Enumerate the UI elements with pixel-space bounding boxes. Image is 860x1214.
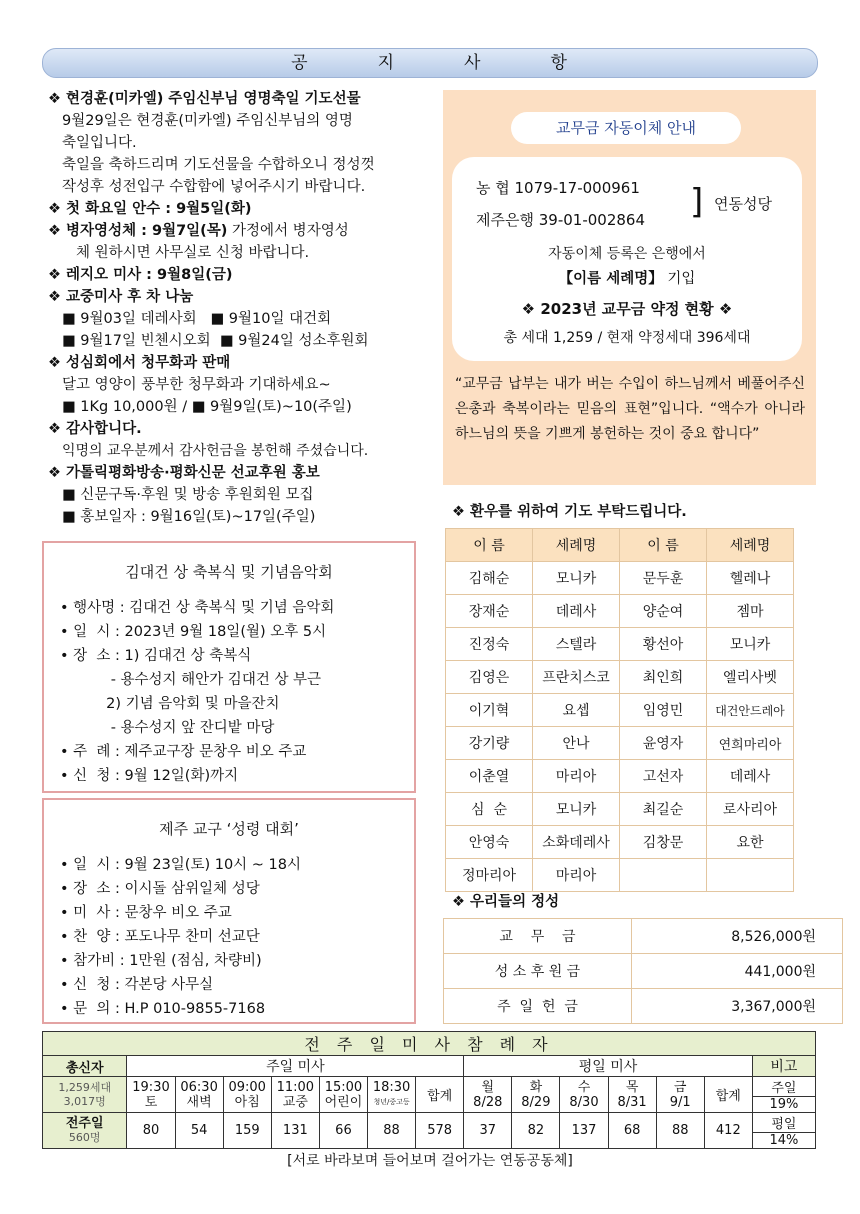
table-cell: 진정숙 — [446, 628, 533, 661]
table-cell: 엘리사벳 — [707, 661, 794, 694]
table-cell: 주 일 헌 금 — [444, 989, 632, 1024]
table-row — [446, 628, 794, 661]
mass-attendance-table — [42, 1031, 816, 1149]
notice-heading: ❖ 교중미사 후 차 나눔 — [48, 289, 194, 305]
table-cell: 로사리아 — [707, 793, 794, 826]
holy-spirit-rally-box: 제주 교구 ‘성령 대회’ • 일 시 : 9월 23일(토) 10시 ~ 18시 • 장 소 : 이시돌 삼위일체 성당 • 미 사 : 문창우 비오 주교 • 찬 양 : 포도나무 찬미 선교단 • 참가비 : 1만원 (점심, 차량비) • 신 청 : 각본당 사무실 • 문 의 : H.P 010-9855-7168 — [42, 798, 416, 1024]
table-cell: 김해순 — [446, 562, 533, 595]
table-cell: 주일 — [752, 1077, 815, 1097]
table-cell: 평일 미사 — [464, 1056, 753, 1077]
table-row — [446, 529, 794, 562]
table-row — [446, 694, 794, 727]
table-row — [446, 661, 794, 694]
table-cell: 전주일 560명 — [43, 1113, 127, 1149]
table-cell: 목 8/31 — [608, 1077, 656, 1113]
table-cell: 88 — [656, 1113, 704, 1149]
table-cell: 441,000원 — [632, 954, 843, 989]
table-cell: 모니카 — [533, 562, 620, 595]
table-cell: 대건안드레아 — [707, 694, 794, 727]
footer-motto: [서로 바라보며 들어보며 걸어가는 연동공동체] — [287, 1153, 573, 1169]
table-cell: 교 무 금 — [444, 919, 632, 954]
table-cell: 19:30 토 — [127, 1077, 175, 1113]
notice-heading: ❖ 현경훈(미카엘) 주임신부님 영명축일 기도선물 — [48, 91, 361, 107]
table-cell: 06:30 새벽 — [175, 1077, 223, 1113]
table-cell: 화 8/29 — [512, 1077, 560, 1113]
table-cell: 세례명 — [707, 529, 794, 562]
notice-heading: ❖ 감사합니다. — [48, 421, 142, 437]
table-cell: 80 — [127, 1113, 175, 1149]
prayer-title: ❖ 환우를 위하여 기도 부탁드립니다. — [452, 504, 687, 520]
table-cell: 412 — [704, 1113, 752, 1149]
table-cell: 3,367,000원 — [632, 989, 843, 1024]
table-cell: 15:00 어린이 — [319, 1077, 367, 1113]
table-cell: 14% — [752, 1133, 815, 1149]
table-cell: 고선자 — [620, 760, 707, 793]
table-cell: 젬마 — [707, 595, 794, 628]
table-cell: 임영민 — [620, 694, 707, 727]
table-cell — [620, 859, 707, 892]
table-row — [444, 989, 843, 1024]
table-cell: 장재순 — [446, 595, 533, 628]
table-cell: 159 — [223, 1113, 271, 1149]
table-cell: 131 — [271, 1113, 319, 1149]
table-cell: 평일 — [752, 1113, 815, 1133]
notice-heading: ❖ 가톨릭평화방송·평화신문 선교후원 홍보 — [48, 465, 320, 481]
table-cell: 연희마리아 — [707, 727, 794, 760]
table-cell: 82 — [512, 1113, 560, 1149]
table-cell: 마리아 — [533, 859, 620, 892]
table-cell: 합계 — [416, 1077, 464, 1113]
table-cell: 최길순 — [620, 793, 707, 826]
table-cell: 성 소 후 원 금 — [444, 954, 632, 989]
table-cell: 이 름 — [446, 529, 533, 562]
table-cell: 66 — [319, 1113, 367, 1149]
table-cell: 이 름 — [620, 529, 707, 562]
table-row — [446, 859, 794, 892]
table-row — [444, 954, 843, 989]
notice-heading: ❖ 병자영성체 : 9월7일(목) — [48, 223, 228, 239]
statue-blessing-box: 김대건 상 축복식 및 기념음악회 • 행사명 : 김대건 상 축복식 및 기념 음악회 • 일 시 : 2023년 9월 18일(월) 오후 5시 • 장 소 : 1) 김대건 상 축복식 - 용수성지 해안가 김대건 상 부근 2) 기념 음악회 및 마을잔치 - 용수성지 앞 잔디밭 마당 • 주 례 : 제주교구장 문창우 비오 주교 • 신 청 : 9월 12일(화)까지 — [42, 541, 416, 793]
table-cell: 마리아 — [533, 760, 620, 793]
notice-heading: ❖ 첫 화요일 안수 : 9월5일(화) — [48, 201, 252, 217]
table-cell: 정마리아 — [446, 859, 533, 892]
table-cell: 54 — [175, 1113, 223, 1149]
table-cell: 요한 — [707, 826, 794, 859]
table-cell: 최인희 — [620, 661, 707, 694]
table-cell: 09:00 아침 — [223, 1077, 271, 1113]
table-cell — [707, 859, 794, 892]
table-row — [446, 595, 794, 628]
offering-quote: “교무금 납부는 내가 버는 수입이 하느님께서 베풀어주신 은총과 축복이라는 믿음의 표현”입니다. “액수가 아니라 하느님의 뜻을 기쁘게 봉헌하는 것이 중요 합니다” — [455, 376, 805, 442]
offering-title: ❖ 우리들의 정성 — [452, 894, 560, 910]
table-cell: 황선아 — [620, 628, 707, 661]
table-cell: 월 8/28 — [464, 1077, 512, 1113]
table-cell: 양순여 — [620, 595, 707, 628]
table-cell: 요셉 — [533, 694, 620, 727]
table-cell: 김창문 — [620, 826, 707, 859]
table-cell: 모니카 — [533, 793, 620, 826]
table-cell: 스텔라 — [533, 628, 620, 661]
table-cell: 안나 — [533, 727, 620, 760]
table-cell: 세례명 — [533, 529, 620, 562]
auto-transfer-title: 교무금 자동이체 안내 — [511, 112, 741, 144]
table-row — [446, 760, 794, 793]
table-cell: 윤영자 — [620, 727, 707, 760]
table-cell: 11:00 교중 — [271, 1077, 319, 1113]
table-cell: 비고 — [752, 1056, 815, 1077]
notice-banner: 공 지 사 항 — [42, 48, 818, 78]
table-cell: 합계 — [704, 1077, 752, 1113]
table-cell: 주일 미사 — [127, 1056, 464, 1077]
table-cell: 전 주 일 미 사 참 례 자 — [43, 1032, 816, 1056]
table-cell: 문두훈 — [620, 562, 707, 595]
table-cell: 모니카 — [707, 628, 794, 661]
table-cell: 데레사 — [533, 595, 620, 628]
table-cell: 헬레나 — [707, 562, 794, 595]
notice-heading: ❖ 성심회에서 청무화과 판매 — [48, 355, 231, 371]
table-cell: 프란치스코 — [533, 661, 620, 694]
table-cell: 8,526,000원 — [632, 919, 843, 954]
table-cell: 총신자 — [43, 1056, 127, 1077]
table-cell: 19% — [752, 1097, 815, 1113]
table-cell: 68 — [608, 1113, 656, 1149]
notice-list: ❖ 현경훈(미카엘) 주임신부님 영명축일 기도선물 9월29일은 현경훈(미카엘) 주임신부님의 영명 축일입니다. 축일을 축하드리며 기도선물을 수합하오니 정성껏 작성후 성전입구 수합함에 넣어주시기 바랍니다. ❖ 첫 화요일 안수 : 9월5일(화) ❖ 병자영성체 : 9월7일(목) 가정에서 병자영성 체 원하시면 사무실로 신청 바랍니다. ❖ 레지오 미사 : 9월8일(금) ❖ 교중미사 후 차 나눔 ■ 9월03일 데레사회 ■ 9월10일 대건회 ■ 9월17일 빈첸시오회 ■ 9월24일 성소후원회 ❖ 성심회에서 청무화과 판매 달고 영양이 풍부한 청무화과 기대하세요~ ■ 1Kg 10,000원 / ■ 9월9일(토)~10(주일) ❖ 감사합니다. 익명의 교우분께서 감사헌금을 봉헌해 주셨습니다. ❖ 가톨릭평화방송·평화신문 선교후원 홍보 ■ 신문구독·후원 및 방송 후원회원 모집 ■ 홍보일자 : 9월16일(토)~17일(주일) — [48, 88, 418, 528]
prayer-table — [445, 528, 794, 892]
notice-heading: ❖ 레지오 미사 : 9월8일(금) — [48, 267, 233, 283]
table-cell: 수 8/30 — [560, 1077, 608, 1113]
offering-table — [443, 918, 843, 1024]
table-cell: 이기혁 — [446, 694, 533, 727]
table-row — [446, 562, 794, 595]
table-cell: 안영숙 — [446, 826, 533, 859]
bank-info-card: 농 협 1079-17-000961 제주은행 39-01-002864 ] 연동성당 자동이체 등록은 은행에서 【이름 세례명】 기입 ❖ 2023년 교무금 약정 현황 ❖ 총 세대 1,259 / 현재 약정세대 396세대 — [452, 157, 802, 361]
table-row — [446, 826, 794, 859]
table-cell: 심 순 — [446, 793, 533, 826]
table-cell: 1,259세대 3,017명 — [43, 1077, 127, 1113]
table-row — [444, 919, 843, 954]
table-row — [446, 793, 794, 826]
table-cell: 88 — [368, 1113, 416, 1149]
table-cell: 18:30 청년/중고등 — [368, 1077, 416, 1113]
table-cell: 578 — [416, 1113, 464, 1149]
table-cell: 김영은 — [446, 661, 533, 694]
table-cell: 강기량 — [446, 727, 533, 760]
table-cell: 이춘열 — [446, 760, 533, 793]
table-cell: 데레사 — [707, 760, 794, 793]
table-cell: 137 — [560, 1113, 608, 1149]
table-row — [446, 727, 794, 760]
table-cell: 소화데레사 — [533, 826, 620, 859]
table-cell: 금 9/1 — [656, 1077, 704, 1113]
bracket: ] — [690, 182, 704, 222]
table-cell: 37 — [464, 1113, 512, 1149]
